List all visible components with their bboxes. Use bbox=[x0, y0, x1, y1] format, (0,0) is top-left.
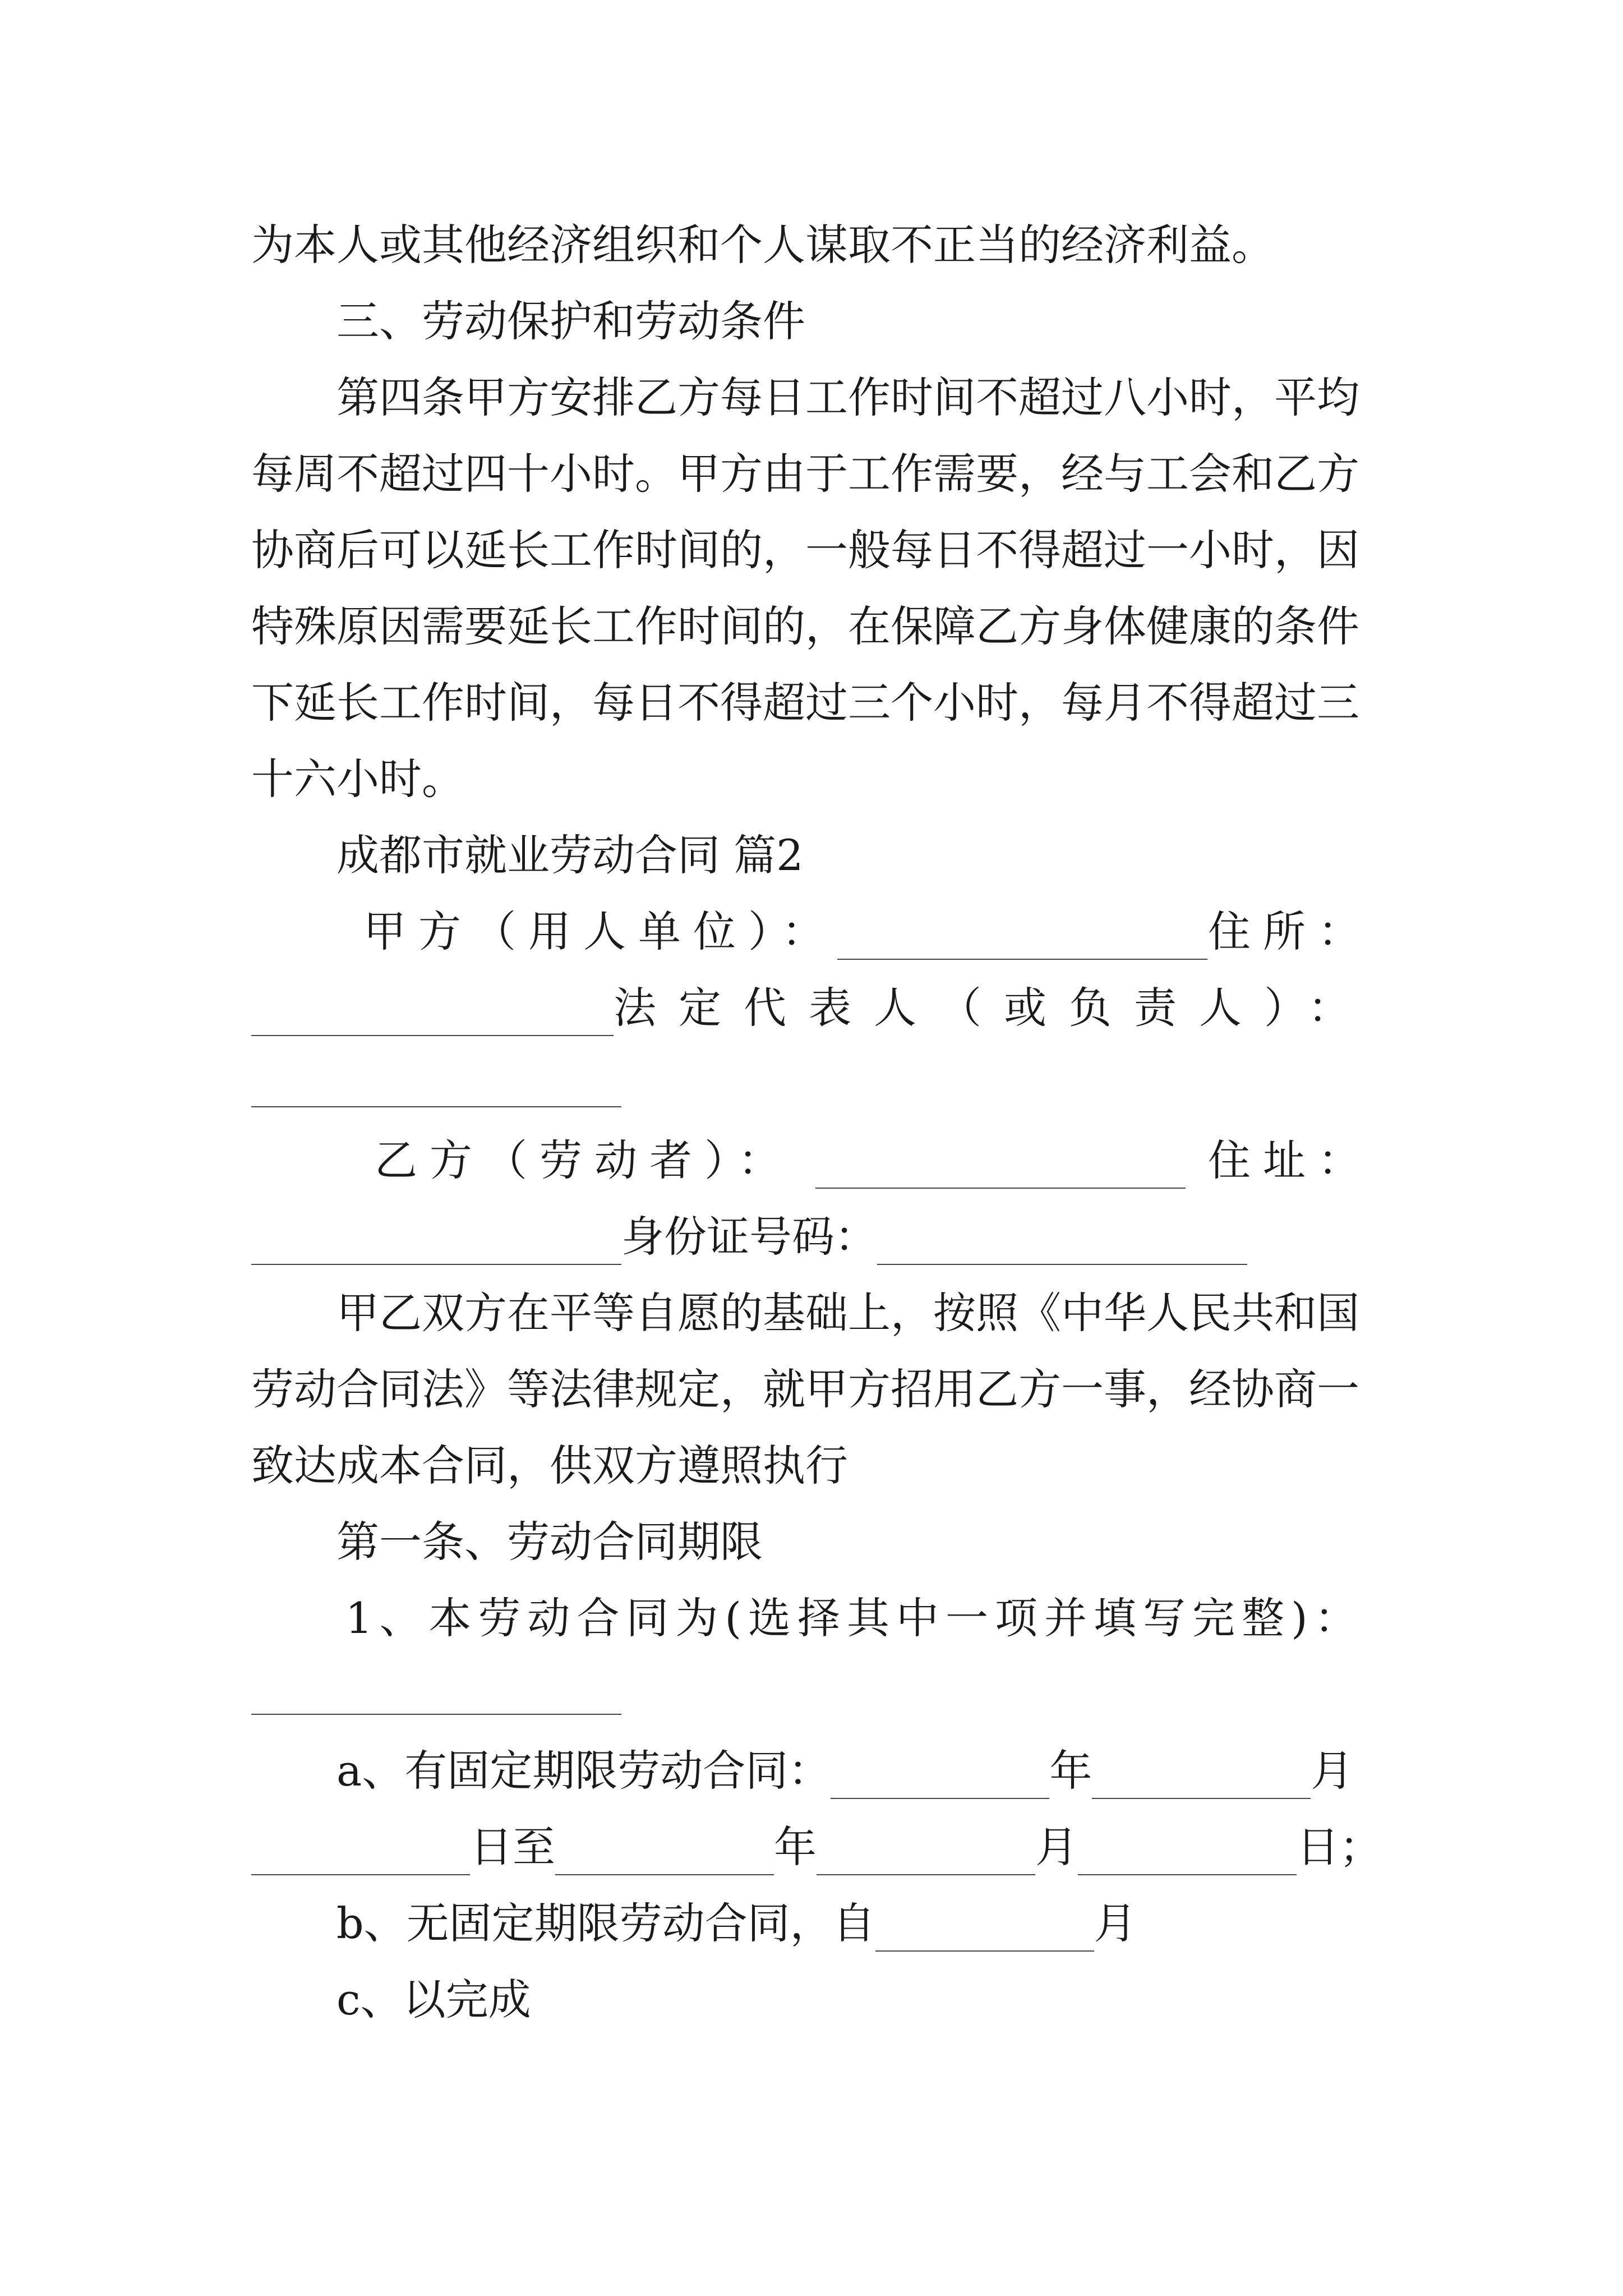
party-a-address-label: 住所： bbox=[1208, 907, 1373, 956]
year-label: 年 bbox=[774, 1822, 817, 1872]
party-a-label: 甲方（用人单位）： bbox=[363, 907, 837, 956]
preamble-line: 甲乙双方在平等自愿的基础上，按照《中华人民共和国 bbox=[336, 1288, 1359, 1338]
paragraph-line: 为本人或其他经济组织和个人谋取不正当的经济利益。 bbox=[251, 220, 1274, 270]
start-year-blank[interactable] bbox=[831, 1759, 1049, 1799]
party-b-id-line bbox=[251, 1209, 1247, 1265]
article4-line: 下延长工作时间，每日不得超过三个小时，每月不得超过三 bbox=[251, 678, 1359, 728]
option-a-label: a、有固定期限劳动合同： bbox=[336, 1746, 831, 1796]
contract-title: 成都市就业劳动合同 篇2 bbox=[336, 830, 804, 880]
party-a-name-blank[interactable] bbox=[837, 919, 1207, 960]
option-b-label: b、无固定期限劳动合同，自 bbox=[336, 1898, 875, 1948]
preamble-line: 劳动合同法》等法律规定，就甲方招用乙方一事，经协商一 bbox=[251, 1364, 1359, 1414]
option-a-line bbox=[336, 1743, 1353, 1799]
party-b-id-blank[interactable] bbox=[877, 1225, 1247, 1265]
option-a-line2 bbox=[251, 1819, 1382, 1875]
option-c-line: c、以完成 bbox=[336, 1975, 531, 2024]
party-b-id-label: 身份证号码： bbox=[621, 1212, 877, 1262]
item1-blank[interactable] bbox=[251, 1714, 621, 1715]
article4-line: 第四条甲方安排乙方每日工作时间不超过八小时，平均 bbox=[336, 372, 1359, 422]
article1-heading: 第一条、劳动合同期限 bbox=[336, 1517, 763, 1567]
option-b-line bbox=[336, 1895, 1137, 1952]
party-a-address-blank[interactable] bbox=[251, 996, 614, 1036]
party-a-rep-blank[interactable] bbox=[251, 1106, 621, 1107]
article4-line: 十六小时。 bbox=[251, 754, 464, 804]
end-day-blank[interactable] bbox=[1078, 1835, 1297, 1875]
start-day-blank[interactable] bbox=[251, 1835, 470, 1875]
party-a-rep-line bbox=[251, 980, 1373, 1036]
party-b-name-blank[interactable] bbox=[815, 1148, 1186, 1189]
section-heading: 三、劳动保护和劳动条件 bbox=[336, 296, 805, 346]
end-month-blank[interactable] bbox=[817, 1835, 1035, 1875]
party-a-line bbox=[363, 904, 1373, 960]
month-label: 月 bbox=[1094, 1898, 1137, 1948]
party-b-address-label: 住址： bbox=[1208, 1135, 1373, 1185]
month-label: 月 bbox=[1311, 1746, 1354, 1796]
year-label: 年 bbox=[1049, 1746, 1092, 1796]
end-year-blank[interactable] bbox=[555, 1835, 774, 1875]
party-b-line bbox=[375, 1133, 1373, 1189]
party-b-label: 乙方（劳动者）： bbox=[375, 1135, 793, 1185]
open-ended-month-blank[interactable] bbox=[875, 1911, 1094, 1952]
preamble-line: 致达成本合同，供双方遵照执行 bbox=[251, 1441, 848, 1490]
month-label: 月 bbox=[1035, 1822, 1078, 1872]
article1-item1: 1、本劳动合同为(选择其中一项并填写完整)： bbox=[345, 1593, 1364, 1643]
day-end-label: 日； bbox=[1297, 1822, 1382, 1872]
article4-line: 特殊原因需要延长工作时间的，在保障乙方身体健康的条件 bbox=[251, 601, 1359, 651]
party-a-rep-label: 法定代表人（或负责人）： bbox=[614, 983, 1373, 1033]
party-b-address-blank[interactable] bbox=[251, 1225, 621, 1265]
day-to-label: 日至 bbox=[470, 1822, 555, 1872]
start-month-blank[interactable] bbox=[1092, 1759, 1311, 1799]
article4-line: 每周不超过四十小时。甲方由于工作需要，经与工会和乙方 bbox=[251, 449, 1359, 499]
article4-line: 协商后可以延长工作时间的，一般每日不得超过一小时，因 bbox=[251, 525, 1359, 575]
